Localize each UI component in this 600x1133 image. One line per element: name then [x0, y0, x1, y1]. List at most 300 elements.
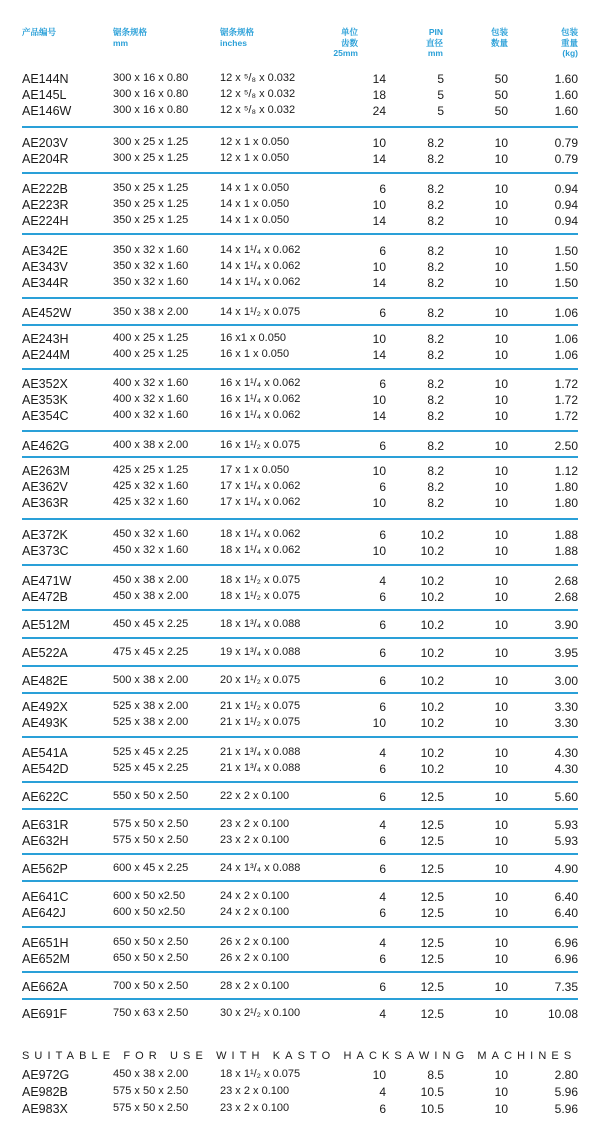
product-code: AE223R [22, 198, 69, 212]
pack-quantity: 10 [494, 762, 508, 776]
group-divider [22, 297, 578, 299]
table-row [0, 332, 600, 348]
tpi: 10 [372, 393, 386, 407]
tpi: 6 [379, 590, 386, 604]
pack-weight: 1.50 [554, 276, 578, 290]
pack-quantity: 10 [494, 348, 508, 362]
pack-weight: 1.50 [554, 244, 578, 258]
size-inches: 18 x 1¹/₄ x 0.062 [220, 544, 301, 556]
product-code: AE342E [22, 244, 68, 258]
product-code: AE471W [22, 574, 72, 588]
pin-diameter: 8.2 [427, 377, 444, 391]
pack-quantity: 10 [494, 1068, 508, 1082]
kasto-row [0, 1085, 600, 1101]
size-inches: 23 x 2 x 0.100 [220, 1102, 290, 1114]
table-row [0, 716, 600, 732]
size-mm: 350 x 38 x 2.00 [113, 306, 189, 318]
size-inches: 14 x 1¹/₄ x 0.062 [220, 276, 301, 288]
pin-diameter: 8.2 [427, 480, 444, 494]
tpi: 18 [372, 88, 386, 102]
size-mm: 400 x 32 x 1.60 [113, 393, 189, 405]
tpi: 6 [379, 790, 386, 804]
pack-quantity: 10 [494, 198, 508, 212]
size-mm: 350 x 32 x 1.60 [113, 244, 189, 256]
pack-quantity: 50 [494, 72, 508, 86]
header-size-mm: 锯条规格 mm [113, 27, 148, 48]
pack-weight: 2.80 [554, 1068, 578, 1082]
pack-quantity: 10 [494, 152, 508, 166]
pin-diameter: 8.2 [427, 306, 444, 320]
size-inches: 21 x 1¹/₂ x 0.075 [220, 716, 301, 728]
pack-quantity: 10 [494, 244, 508, 258]
group-divider [22, 456, 578, 458]
tpi: 6 [379, 952, 386, 966]
table-row [0, 260, 600, 276]
pack-quantity: 10 [494, 464, 508, 478]
tpi: 6 [379, 862, 386, 876]
group-divider [22, 665, 578, 667]
pack-weight: 5.96 [554, 1102, 578, 1116]
size-inches: 16 x 1¹/₄ x 0.062 [220, 377, 301, 389]
pack-weight: 5.93 [554, 818, 578, 832]
pack-weight: 5.96 [554, 1085, 578, 1099]
size-mm: 700 x 50 x 2.50 [113, 980, 189, 992]
pack-weight: 1.06 [554, 348, 578, 362]
pack-quantity: 10 [494, 480, 508, 494]
tpi: 6 [379, 244, 386, 258]
product-code: AE146W [22, 104, 72, 118]
table-row [0, 72, 600, 88]
tpi: 6 [379, 980, 386, 994]
tpi: 6 [379, 646, 386, 660]
product-code: AE224H [22, 214, 69, 228]
size-inches: 30 x 2¹/₂ x 0.100 [220, 1007, 301, 1019]
size-inches: 24 x 2 x 0.100 [220, 906, 290, 918]
pack-weight: 5.60 [554, 790, 578, 804]
size-mm: 525 x 45 x 2.25 [113, 746, 189, 758]
table-row [0, 136, 600, 152]
table-row [0, 464, 600, 480]
product-code: AE203V [22, 136, 68, 150]
pin-diameter: 5 [437, 72, 444, 86]
header-tpi: 单位 齿数 25mm [333, 27, 358, 58]
product-code: AE493K [22, 716, 68, 730]
table-row [0, 1007, 600, 1023]
pack-quantity: 10 [494, 862, 508, 876]
size-mm: 300 x 16 x 0.80 [113, 72, 189, 84]
tpi: 14 [372, 72, 386, 86]
tpi: 6 [379, 182, 386, 196]
size-mm: 300 x 16 x 0.80 [113, 104, 189, 116]
pack-quantity: 10 [494, 182, 508, 196]
size-mm: 400 x 25 x 1.25 [113, 348, 189, 360]
size-inches: 21 x 1³/₄ x 0.088 [220, 746, 301, 758]
tpi: 6 [379, 762, 386, 776]
tpi: 6 [379, 906, 386, 920]
product-code: AE263M [22, 464, 70, 478]
table-row [0, 348, 600, 364]
size-mm: 450 x 32 x 1.60 [113, 544, 189, 556]
size-inches: 12 x ⁵/₈ x 0.032 [220, 88, 296, 100]
pin-diameter: 12.5 [420, 818, 444, 832]
pin-diameter: 10.2 [420, 574, 444, 588]
tpi: 4 [379, 1007, 386, 1021]
tpi: 4 [379, 890, 386, 904]
tpi: 6 [379, 306, 386, 320]
pack-quantity: 10 [494, 393, 508, 407]
pack-weight: 1.88 [554, 544, 578, 558]
tpi: 14 [372, 214, 386, 228]
product-code: AE452W [22, 306, 72, 320]
pack-quantity: 10 [494, 936, 508, 950]
pin-diameter: 10.2 [420, 528, 444, 542]
pack-quantity: 10 [494, 906, 508, 920]
tpi: 10 [372, 136, 386, 150]
table-row [0, 393, 600, 409]
pack-weight: 1.72 [554, 393, 578, 407]
pack-quantity: 10 [494, 790, 508, 804]
pack-quantity: 10 [494, 1102, 508, 1116]
pack-weight: 1.06 [554, 332, 578, 346]
product-code: AE372K [22, 528, 68, 542]
group-divider [22, 781, 578, 783]
product-code: AE344R [22, 276, 69, 290]
pin-diameter: 8.2 [427, 332, 444, 346]
product-code: AE353K [22, 393, 68, 407]
table-row [0, 790, 600, 806]
size-inches: 17 x 1 x 0.050 [220, 464, 290, 476]
pack-weight: 3.30 [554, 716, 578, 730]
group-divider [22, 736, 578, 738]
tpi: 10 [372, 260, 386, 274]
group-divider [22, 971, 578, 973]
size-mm: 350 x 32 x 1.60 [113, 260, 189, 272]
size-mm: 600 x 50 x2.50 [113, 906, 186, 918]
size-mm: 575 x 50 x 2.50 [113, 834, 189, 846]
table-row [0, 762, 600, 778]
size-inches: 22 x 2 x 0.100 [220, 790, 290, 802]
pack-quantity: 10 [494, 746, 508, 760]
pin-diameter: 8.2 [427, 496, 444, 510]
table-row [0, 746, 600, 762]
tpi: 6 [379, 618, 386, 632]
size-inches: 16 x 1¹/₄ x 0.062 [220, 409, 301, 421]
pack-quantity: 10 [494, 574, 508, 588]
pin-diameter: 8.2 [427, 260, 444, 274]
pack-weight: 0.94 [554, 198, 578, 212]
pack-weight: 0.79 [554, 152, 578, 166]
table-row [0, 890, 600, 906]
pack-weight: 1.72 [554, 409, 578, 423]
size-mm: 575 x 50 x 2.50 [113, 1102, 189, 1114]
pack-weight: 1.06 [554, 306, 578, 320]
table-row [0, 834, 600, 850]
size-mm: 525 x 38 x 2.00 [113, 700, 189, 712]
size-inches: 20 x 1¹/₂ x 0.075 [220, 674, 301, 686]
size-inches: 14 x 1 x 0.050 [220, 214, 290, 226]
table-row [0, 952, 600, 968]
table-row [0, 104, 600, 120]
size-inches: 18 x 1³/₄ x 0.088 [220, 618, 301, 630]
product-code: AE354C [22, 409, 69, 423]
table-row [0, 198, 600, 214]
pin-diameter: 12.5 [420, 862, 444, 876]
pack-quantity: 10 [494, 1007, 508, 1021]
pack-quantity: 10 [494, 716, 508, 730]
size-mm: 525 x 38 x 2.00 [113, 716, 189, 728]
header-pack-weight: 包装 重量 (kg) [560, 27, 578, 58]
size-inches: 28 x 2 x 0.100 [220, 980, 290, 992]
size-inches: 17 x 1¹/₄ x 0.062 [220, 480, 301, 492]
tpi: 10 [372, 464, 386, 478]
tpi: 6 [379, 439, 386, 453]
table-row [0, 980, 600, 996]
size-inches: 16 x 1¹/₂ x 0.075 [220, 439, 301, 451]
pin-diameter: 8.2 [427, 244, 444, 258]
pin-diameter: 8.2 [427, 276, 444, 290]
pack-quantity: 10 [494, 496, 508, 510]
pin-diameter: 10.2 [420, 762, 444, 776]
pack-weight: 6.40 [554, 890, 578, 904]
group-divider [22, 609, 578, 611]
pack-quantity: 10 [494, 332, 508, 346]
size-mm: 650 x 50 x 2.50 [113, 936, 189, 948]
size-inches: 21 x 1¹/₂ x 0.075 [220, 700, 301, 712]
group-divider [22, 853, 578, 855]
pack-quantity: 10 [494, 306, 508, 320]
pin-diameter: 10.2 [420, 618, 444, 632]
pack-weight: 2.68 [554, 590, 578, 604]
tpi: 6 [379, 834, 386, 848]
size-inches: 16 x 1 x 0.050 [220, 348, 290, 360]
product-code: AE632H [22, 834, 69, 848]
size-inches: 23 x 2 x 0.100 [220, 1085, 290, 1097]
tpi: 4 [379, 1085, 386, 1099]
pin-diameter: 12.5 [420, 890, 444, 904]
header-size-inches: 锯条规格 inches [220, 27, 255, 48]
size-mm: 600 x 50 x2.50 [113, 890, 186, 902]
pack-quantity: 10 [494, 214, 508, 228]
size-mm: 750 x 63 x 2.50 [113, 1007, 189, 1019]
kasto-row [0, 1102, 600, 1118]
product-code: AE562P [22, 862, 68, 876]
product-code: AE472B [22, 590, 68, 604]
size-inches: 14 x 1¹/₄ x 0.062 [220, 244, 301, 256]
size-inches: 19 x 1³/₄ x 0.088 [220, 646, 301, 658]
tpi: 4 [379, 746, 386, 760]
table-row [0, 439, 600, 455]
size-inches: 23 x 2 x 0.100 [220, 834, 290, 846]
pack-quantity: 50 [494, 104, 508, 118]
group-divider [22, 430, 578, 432]
pin-diameter: 10.2 [420, 674, 444, 688]
header-pack-quantity: 包装 数量 [490, 27, 508, 48]
size-mm: 300 x 25 x 1.25 [113, 136, 189, 148]
table-row [0, 936, 600, 952]
group-divider [22, 368, 578, 370]
product-code: AE631R [22, 818, 69, 832]
size-inches: 24 x 2 x 0.100 [220, 890, 290, 902]
size-inches: 12 x ⁵/₈ x 0.032 [220, 104, 296, 116]
tpi: 10 [372, 198, 386, 212]
pack-quantity: 10 [494, 544, 508, 558]
size-mm: 450 x 38 x 2.00 [113, 1068, 189, 1080]
size-mm: 600 x 45 x 2.25 [113, 862, 189, 874]
header-product-code: 产品编号 [22, 27, 57, 37]
tpi: 4 [379, 574, 386, 588]
product-code: AE492X [22, 700, 68, 714]
size-mm: 500 x 38 x 2.00 [113, 674, 189, 686]
size-mm: 450 x 38 x 2.00 [113, 574, 189, 586]
table-row [0, 646, 600, 662]
pack-quantity: 10 [494, 818, 508, 832]
pin-diameter: 8.2 [427, 198, 444, 212]
group-divider [22, 518, 578, 520]
pack-quantity: 10 [494, 377, 508, 391]
size-mm: 525 x 45 x 2.25 [113, 762, 189, 774]
product-code: AE982B [22, 1085, 68, 1099]
product-code: AE144N [22, 72, 69, 86]
table-header [0, 27, 600, 67]
pin-diameter: 12.5 [420, 936, 444, 950]
pin-diameter: 10.2 [420, 746, 444, 760]
table-row [0, 306, 600, 322]
pack-quantity: 10 [494, 700, 508, 714]
table-row [0, 377, 600, 393]
pack-weight: 4.30 [554, 746, 578, 760]
pack-quantity: 10 [494, 590, 508, 604]
product-code: AE622C [22, 790, 69, 804]
tpi: 4 [379, 818, 386, 832]
group-divider [22, 880, 578, 882]
size-inches: 18 x 1¹/₂ x 0.075 [220, 1068, 301, 1080]
pack-quantity: 10 [494, 276, 508, 290]
product-code: AE373C [22, 544, 69, 558]
table-row [0, 862, 600, 878]
pin-diameter: 10.2 [420, 716, 444, 730]
group-divider [22, 637, 578, 639]
pack-quantity: 10 [494, 260, 508, 274]
tpi: 10 [372, 544, 386, 558]
group-divider [22, 926, 578, 928]
product-code: AE204R [22, 152, 69, 166]
pack-quantity: 10 [494, 528, 508, 542]
pin-diameter: 8.2 [427, 409, 444, 423]
product-code: AE482E [22, 674, 68, 688]
size-mm: 650 x 50 x 2.50 [113, 952, 189, 964]
pin-diameter: 12.5 [420, 906, 444, 920]
table-row [0, 276, 600, 292]
size-inches: 18 x 1¹/₂ x 0.075 [220, 574, 301, 586]
product-code: AE352X [22, 377, 68, 391]
size-mm: 300 x 16 x 0.80 [113, 88, 189, 100]
pack-weight: 1.80 [554, 496, 578, 510]
pack-weight: 7.35 [554, 980, 578, 994]
pack-weight: 6.96 [554, 936, 578, 950]
product-code: AE541A [22, 746, 68, 760]
pack-quantity: 10 [494, 1085, 508, 1099]
table-row [0, 544, 600, 560]
group-divider [22, 692, 578, 694]
tpi: 24 [372, 104, 386, 118]
size-inches: 26 x 2 x 0.100 [220, 936, 290, 948]
pin-diameter: 12.5 [420, 790, 444, 804]
pack-quantity: 10 [494, 890, 508, 904]
size-mm: 425 x 25 x 1.25 [113, 464, 189, 476]
size-inches: 18 x 1¹/₂ x 0.075 [220, 590, 301, 602]
group-divider [22, 233, 578, 235]
pin-diameter: 8.2 [427, 464, 444, 478]
table-row [0, 152, 600, 168]
pack-quantity: 10 [494, 646, 508, 660]
size-inches: 12 x 1 x 0.050 [220, 136, 290, 148]
table-row [0, 182, 600, 198]
group-divider [22, 564, 578, 566]
pack-weight: 10.08 [547, 1007, 578, 1021]
tpi: 6 [379, 700, 386, 714]
product-code: AE363R [22, 496, 69, 510]
table-row [0, 590, 600, 606]
product-code: AE662A [22, 980, 68, 994]
group-divider [22, 126, 578, 128]
product-code: AE244M [22, 348, 70, 362]
pin-diameter: 8.2 [427, 348, 444, 362]
pack-weight: 0.94 [554, 214, 578, 228]
pack-weight: 2.68 [554, 574, 578, 588]
pin-diameter: 8.5 [427, 1068, 444, 1082]
size-inches: 14 x 1¹/₄ x 0.062 [220, 260, 301, 272]
tpi: 10 [372, 332, 386, 346]
table-row [0, 700, 600, 716]
pin-diameter: 10.2 [420, 646, 444, 660]
product-code: AE343V [22, 260, 68, 274]
table-row [0, 496, 600, 512]
table-row [0, 88, 600, 104]
group-divider [22, 324, 578, 326]
size-inches: 23 x 2 x 0.100 [220, 818, 290, 830]
pack-weight: 3.00 [554, 674, 578, 688]
pin-diameter: 8.2 [427, 136, 444, 150]
size-mm: 450 x 38 x 2.00 [113, 590, 189, 602]
tpi: 6 [379, 377, 386, 391]
size-inches: 18 x 1¹/₄ x 0.062 [220, 528, 301, 540]
tpi: 6 [379, 528, 386, 542]
pack-weight: 1.80 [554, 480, 578, 494]
size-mm: 425 x 32 x 1.60 [113, 496, 189, 508]
pack-quantity: 10 [494, 834, 508, 848]
product-code: AE691F [22, 1007, 68, 1021]
tpi: 14 [372, 409, 386, 423]
product-code: AE512M [22, 618, 70, 632]
pack-weight: 4.90 [554, 862, 578, 876]
size-inches: 12 x 1 x 0.050 [220, 152, 290, 164]
product-code: AE243H [22, 332, 69, 346]
pack-quantity: 10 [494, 136, 508, 150]
pack-quantity: 10 [494, 618, 508, 632]
pack-weight: 6.40 [554, 906, 578, 920]
tpi: 14 [372, 276, 386, 290]
table-row [0, 818, 600, 834]
pin-diameter: 12.5 [420, 1007, 444, 1021]
size-inches: 14 x 1¹/₂ x 0.075 [220, 306, 301, 318]
pack-weight: 2.50 [554, 439, 578, 453]
table-row [0, 528, 600, 544]
pack-weight: 1.12 [554, 464, 578, 478]
product-code: AE972G [22, 1068, 70, 1082]
pin-diameter: 10.2 [420, 544, 444, 558]
table-row [0, 480, 600, 496]
tpi: 4 [379, 936, 386, 950]
